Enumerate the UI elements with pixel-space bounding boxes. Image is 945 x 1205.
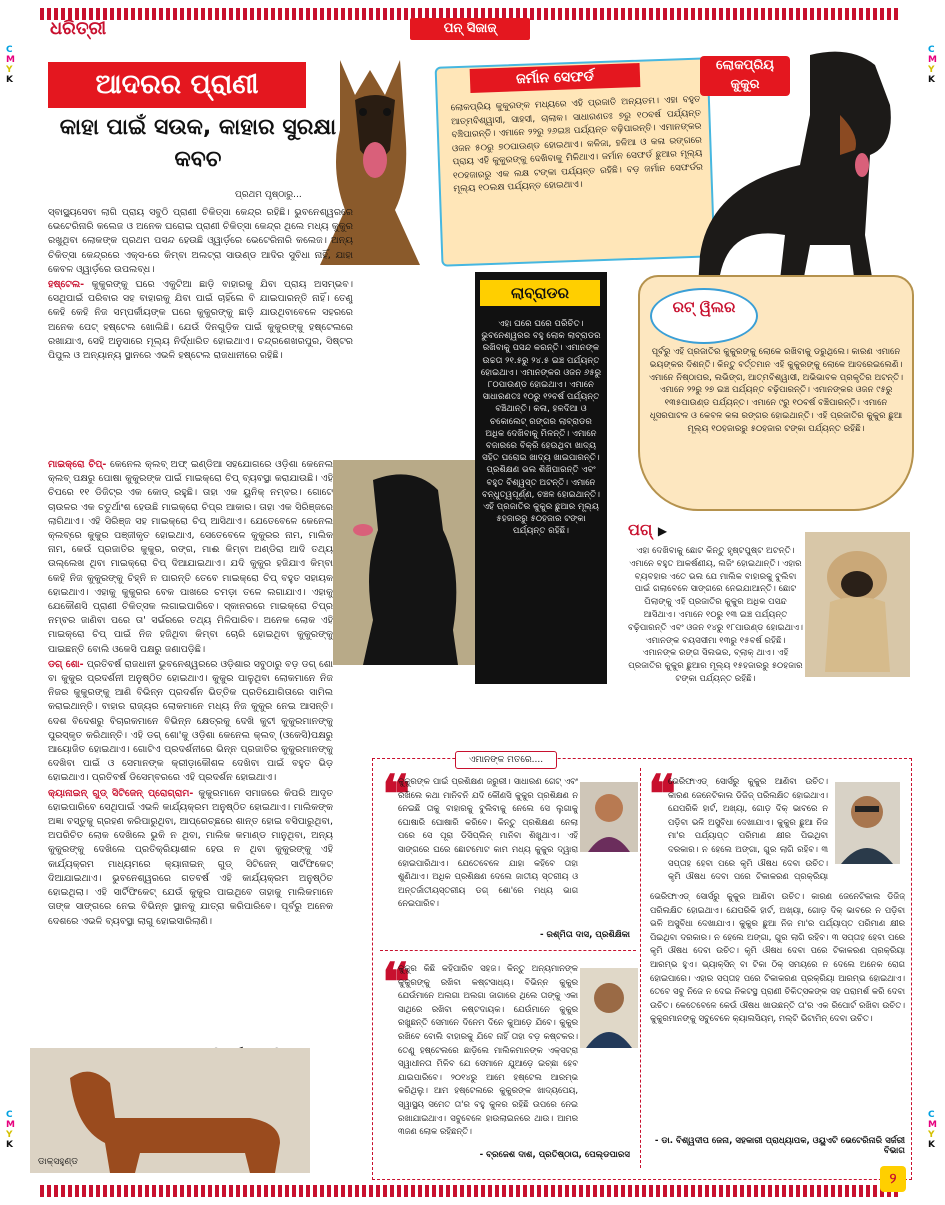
play-arrow-icon: ▶ <box>657 524 668 538</box>
opinions-horizontal-divider <box>380 950 636 951</box>
opinion-3-signature: - ଡା. ବିଶ୍ୱଦୀପ ଜେନା, ସହକାରୀ ପ୍ରାଧ୍ୟାପକ, ଓୟୁଏଟି ଭେଟେରିନାରି ସର୍ଜରୀ ବିଭାଗ <box>654 1136 905 1156</box>
labrador-text: ଏହା ଘରେ ଘରେ ପରିଚିତ। ଭୁବନେଶ୍ୱରର ବହୁ ଲୋକ ଲାବ୍ରାଡର ରଖିବାକୁ ପସନ୍ଦ କରନ୍ତି। ଏମାନଙ୍କ ଉଚ୍ଚତା ୨୧.୫ରୁ ୨୪.୫ ଇଞ୍ଚ ପର୍ଯ୍ୟନ୍ତ ହୋଇଥାଏ। ଏମାନଙ୍କର ଓଜନ ୬୫ରୁ ୮୦ପାଉଣ୍ଡ ହୋଇଥାଏ। ଏମାନେ ସାଧାରଣତଃ ୧୦ରୁ ୧୨ବର୍ଷ ପର୍ଯ୍ୟନ୍ତ ବଞ୍ଚିଥାନ୍ତି। କଳା, ହଳଦିଆ ଓ ଚକୋଲେଟ୍ ରଙ୍ଗର ଲାବ୍ରାଡର ଅଧିକ ଦେଖିବାକୁ ମିଳନ୍ତି। ଏମାନେ ବଜାରରେ ବିକ୍ରି ହେଉଥିବା ଖାଦ୍ୟ ସହିତ ଘରୋଇ ଖାଦ୍ୟ ଖାଇପାରନ୍ତି। ପ୍ରଶିକ୍ଷଣ ଭଲ ଶିଖିପାରନ୍ତି ଏବଂ ବହୁତ ବିଶ୍ୱସ୍ତ ଅଟନ୍ତି। ଏମାନେ ବନ୍ଧୁତ୍ୱପୂର୍ଣ୍ଣ, ଚଞ୍ଚଳ ହୋଇଥାନ୍ତି। ଏହି ପ୍ରଜାତିର କୁକୁର ଛୁଆର ମୂଲ୍ୟ ୫ହଜାରରୁ ୫୦ହଜାର ଟଙ୍କା ପର୍ଯ୍ୟନ୍ତ ରହିଛି। <box>480 319 602 537</box>
quote-mark-icon: ❝ <box>648 764 676 825</box>
microchip-heading: ମାଇକ୍ରୋ ଚିପ୍- <box>48 459 107 470</box>
bottom-color-stripe <box>40 1185 900 1197</box>
pug-text: ଏହା ଦେଖିବାକୁ ଛୋଟ କିନ୍ତୁ ହୃଷ୍ଟପୁଷ୍ଟ ଅଟନ୍ତି। ଏମାନେ ବହୁତ ଆକର୍ଷଣୀୟ, ଲଜିଂ ହୋଇଥାନ୍ତି। ଏହାର ବ୍ୟବହାର ଏତେ ଭଲ ଯେ ମାଲିକ ବାହାରକୁ ବୁଲିବା ପାଇଁ ଗଲାବେଳେ ସାଙ୍ଗରେ ନେଇଯାଆନ୍ତି। ଛୋଟ ପିଲାଙ୍କୁ ଏହି ପ୍ରଜାତିର କୁକୁର ଅଧିକ ପସନ୍ଦ ଆସିଥାଏ। ଏମାନେ ୧୦ରୁ ୧୩ ଇଞ୍ଚ ପର୍ଯ୍ୟନ୍ତ ବଢ଼ିପାରନ୍ତି ଏବଂ ଓଜନ ୧୪ରୁ ୧୮ପାଉଣ୍ଡ ହୋଇଥାଏ। ଏମାନଙ୍କ ବୟସସୀମା ୧୩ରୁ ୧୫ବର୍ଷ ରହିଛି। ଏମାନଙ୍କ ରଙ୍ଗ ସିଲଭର, ବ୍ଲାକ୍ ଥାଏ। ଏହି ପ୍ରଜାତିର କୁକୁର ଛୁଆର ମୂଲ୍ୟ ୧୫ହଜାରରୁ ୫୦ହଜାର ଟଙ୍କା ପର୍ଯ୍ୟନ୍ତ ରହିଛି। <box>628 546 803 684</box>
cmyk-marks-right-bottom: C M Y K <box>928 1110 937 1150</box>
canine-heading: କ୍ୟାନାଇନ୍ ଗୁଡ୍ ସିଟିଜେନ୍ ପ୍ରୋଗ୍ରାମ- <box>48 787 194 799</box>
pug-title: ପଗ୍ ▶ <box>628 520 668 539</box>
hostel-heading: ହଷ୍ଟେଲ- <box>48 279 85 291</box>
page-number: ୨ <box>880 1166 906 1192</box>
opinion-2-signature: - ବ୍ରଜେଶ ଦାଶ, ପ୍ରତିଷ୍ଠାତା, ପେଲ୍ଡପାରସ <box>479 1150 630 1160</box>
opinion-3-photo <box>835 782 900 864</box>
opinion-3-text: ଭେରିଫାଏଡ୍ ସୋର୍ସରୁ କୁକୁର ଆଣିବା ଉଚିତ। କାରଣ ଜେନେଟିକାଲ ଡିଜିଜ୍ ପରିଲକ୍ଷିତ ହୋଇଥାଏ। ଯେପରିକି ହାର୍ଟ, ଅଖ୍ୟା, ଗୋଡ଼ ଦିକ୍ ଭାବରେ ନ ପଡ଼ିବା ଭଳି ଅସୁବିଧା ଦେଖାଯାଏ। କୁକୁର ଛୁଆ ନିଜ ମା'ର ପର୍ଯ୍ୟାପ୍ତ ପରିମାଣ କ୍ଷୀର ପିଇଥିବା ଦରକାର। ନ ହେଲେ ଅଙ୍ଗା, ଗୁର ଲାଗି ରହିବ। ୩ ସପ୍ତାହ ହେବା ପରେ କୃମି ଔଷଧ ଦେବା ଉଚିତ। କୃମି ଔଷଧ ଦେବା ପରେ ଟିକାକରଣ ପ୍ରକ୍ରିୟା <box>668 776 828 882</box>
labrador-title: ଲାବ୍ରାଡର <box>480 280 600 306</box>
popular-dog-tag: ଲୋକପ୍ରିୟ କୁକୁର <box>700 56 790 96</box>
opinion-1-text: କୁକୁରଙ୍କ ପାଇଁ ପ୍ରଶିକ୍ଷଣ ଜରୁରୀ। ସାଧାରଣ ଗେଟ୍ ଏବଂ ରଖିଲେ କଥା ମାନିବନି ଯଦି କୌଣସି କୁକୁର ପ୍ରଶିକ୍ଷଣ ନ ନେଇଛି ତାକୁ ବାହାରକୁ ବୁଲିବାକୁ ନେଲେ ସେ ଲୁଗାକୁ ଘୋଷାରି ଘୋଷାରି କରିବେ। କିନ୍ତୁ ପ୍ରଶିକ୍ଷଣ ନେଲା ପରେ ସେ ପୂରା ଡିସିପ୍ଲିନ୍ ମାନିବା ଶିଖୁଥାଏ। ଏହି ସାଙ୍ଗରେ ଘରେ ଛୋଟମୋଟ କାମ ମଧ୍ୟ କୁକୁର ଦ୍ୱାରା ହୋଇପାରିଥାଏ। ଯେତେବେଳେ ଯାହା କହିବେ ତାହା ଶୁଣିଥାଏ। ଅଧିକ ପ୍ରଶିକ୍ଷଣ ଦେଲେ ଜାତୀୟ ସ୍ତରୀୟ ଓ ଅନ୍ତର୍ଜାତୀୟସ୍ତରୀୟ ଡଗ୍ ଶୋ'ରେ ମଧ୍ୟ ଭାଗ ନେଇପାରିବ। <box>398 776 578 909</box>
headline: ଆଦରର ପ୍ରାଣୀ <box>48 62 306 108</box>
masthead-brand: ଧରିତ୍ରୀ <box>50 18 107 39</box>
continued-label: ପ୍ରଥମ ପୃଷ୍ଠାରୁ... <box>235 190 302 200</box>
subheadline: କାହା ପାଇଁ ସଉକ, କାହାର ସୁରକ୍ଷା କବଚ <box>59 115 337 172</box>
dachshund-caption: ଡାକ୍ସହୁଣ୍ଡ <box>38 1157 78 1167</box>
microchip-text: କେନେଲ କ୍ଲବ୍ ଅଫ୍ ଇଣ୍ଡିଆ ସହଯୋଗରେ ଓଡ଼ିଶା କେନେଲ କ୍ଲବ୍ ପକ୍ଷରୁ ପୋଷା କୁକୁରଙ୍କ ପାଇଁ ମାଇକ୍ରୋ ଚିପ୍ ବ୍ୟବସ୍ଥା କରାଯାଉଛି। ଏହି ଚିପରେ ୧୧ ଡିଜିଟ୍ର ଏକ କୋଡ୍ ରହୁଛି। ତାହା ଏକ ୟୁନିକ୍ ନମ୍ବର। ଗୋଟେ ଚାଉଳର ଏକ ଚତୁର୍ଥାଂଶ ହେଉଛି ମାଇକ୍ରୋ ଚିପ୍ର ଆକାର। ତାହା ଏକ ସିରିଞ୍ଜରେ ଲାଗିଥାଏ। ଏହି ସିରିଞ୍ଜ ସହ ମାଇକ୍ରୋ ଚିପ୍ ଆସିଥାଏ। ଯେତେବେଳେ କେନେଲ କ୍ଲବ୍ରେ କୁକୁର ପଞ୍ଜୀକୃତ ହୋଇଥାଏ, ସେତେବେଳେ କୁକୁରର ନାମ, ମାଲିକ ନାମ, କେଉଁ ପ୍ରଜାତିର କୁକୁର, ରଙ୍ଗ, ମାଈ କିମ୍ବା ଅଣ୍ଡିରା ଆଦି ତଥ୍ୟ ଉଲ୍ଲେଖ ଥିବା ମାଇକ୍ରୋ ଚିପ୍ ଦିଆଯାଇଥାଏ। ଯଦି କୁକୁର ହଜିଯାଏ କିମ୍ବା କେହି ନିଜ କୁକୁରଙ୍କୁ ଚିହ୍ନି ନ ପାରନ୍ତି ତେବେ ମାଇକ୍ରୋ ଚିପ୍ ବହୁତ ସହାୟକ ହୋଇଥାଏ। ଏହାକୁ କୁକୁରର ବେକ ପାଖରେ ଚମଡ଼ା ତଳେ ଲଗାଯାଏ। ଏହାକୁ ଯେକୌଣସି ପ୍ରାଣୀ ଚିକିତ୍ସକ ଲଗାଇପାରିବେ। ସ୍କାନରରେ ମାଇକ୍ରୋ ଚିପ୍ର ନମ୍ବର ଜାଣିବା ପରେ ତା' ସର୍ଭରରେ ତଥ୍ୟ ମିଳିପାରିବ। ଅନେକ ଲୋକ ଏହି ମାଇକ୍ରୋ ଚିପ୍ ପାଇଁ ନିଜ ହଜିଥିବା କିମ୍ବା ଚୋରି ହୋଇଥିବା କୁକୁରଙ୍କୁ ପାଇଛନ୍ତି ବୋଲି ଓକେସି ପକ୍ଷରୁ ଜଣାପଡ଼ିଛି। <box>48 459 333 655</box>
cmyk-marks-left: C M Y K <box>6 45 15 85</box>
pug-photo <box>805 532 910 677</box>
rottweiler-title: ରଟ୍ ୱିଲର <box>650 288 758 344</box>
opinion-2-photo <box>580 968 638 1048</box>
opinion-3-text-cont: ଭେରିଫାଏଡ୍ ସୋର୍ସରୁ କୁକୁର ଆଣିବା ଉଚିତ। କାରଣ ଜେନେଟିକାଲ ଡିଜିଜ୍ ପରିଲକ୍ଷିତ ହୋଇଥାଏ। ଯେପରିକି ହାର୍ଟ, ଅଖ୍ୟା, ଗୋଡ଼ ଦିକ୍ ଭାବରେ ନ ପଡ଼ିବା ଭଳି ଅସୁବିଧା ଦେଖାଯାଏ। କୁକୁର ଛୁଆ ନିଜ ମା'ର ପର୍ଯ୍ୟାପ୍ତ ପରିମାଣ କ୍ଷୀର ପିଇଥିବା ଦରକାର। ନ ହେଲେ ଅଙ୍ଗା, ଗୁର ଲାଗି ରହିବ। ୩ ସପ୍ତାହ ହେବା ପରେ କୃମି ଔଷଧ ଦେବା ଉଚିତ। କୃମି ଔଷଧ ଦେବା ପରେ ଟିକାକରଣ ପ୍ରକ୍ରିୟା ଆରମ୍ଭ ହୁଏ। ଭ୍ୟାକ୍ସିନ୍ ବା ଟିକା ଠିକ୍ ସମୟରେ ନ ଦେଲେ ଅନେକ ରୋଗ ହୋଇପାରେ। ଏହାର ସପ୍ତାହ ପରେ ଟିକାକରଣ ପ୍ରକ୍ରିୟା ଆରମ୍ଭ ହୋଇଥାଏ। ତେବେ ସବୁ ନିଜେ ନ ଦେଇ ନିକଟସ୍ଥ ପ୍ରାଣୀ ଚିକିତ୍ସକଙ୍କ ସହ ପରାମର୍ଶ କରି ଦେବା ଉଚିତ। କେତେବେଳେ କେଉଁ ଔଷଧ ଖାଉଛନ୍ତି ତା'ର ଏକ ରିପୋର୍ଟ ରଖିବା ଉଚିତ। କୁକୁରମାନଙ୍କୁ ସବୁବେଳେ କ୍ୟାଲସିୟମ୍, ମଲ୍ଟି ଭିଟାମିନ୍ ଦେବା ଉଚିତ। <box>650 891 905 1024</box>
quote-mark-icon: ❝ <box>382 764 410 825</box>
rottweiler-text: ପୂର୍ବରୁ ଏହି ପ୍ରଜାତିର କୁକୁରଙ୍କୁ ଲୋକେ ରଖିବାକୁ ଡରୁଥିଲେ। କାରଣ ଏମାନେ ଭୟଙ୍କର ଦିଶନ୍ତି। କିନ୍ତୁ ବର୍ତ୍ତମାନ ଏହି କୁକୁରଙ୍କୁ ଲୋକେ ଆଦରେଇଲେଣି। ଏମାନେ ନିଷ୍ଠାପର, ଲଭିଙ୍ଗ, ଆତ୍ମବିଶ୍ୱାସୀ, ଅଭିଭାବକ ପ୍ରକୃତିର ଅଟନ୍ତି। ଏମାନେ ୨୨ରୁ ୨୭ ଇଞ୍ଚ ପର୍ଯ୍ୟନ୍ତ ବଢ଼ିପାରନ୍ତି। ଏମାନଙ୍କର ଓଜନ ୯୫ରୁ ୧୩୫ପାଉଣ୍ଡ ପର୍ଯ୍ୟନ୍ତ। ଏମାନେ ୯ରୁ ୧୦ବର୍ଷ ବଞ୍ଚିପାରନ୍ତି। ଏମାନେ ଧୂସରପାଟଳ ଓ କେବଳ କଳା ରଙ୍ଗର ହୋଇଥାନ୍ତି। ଏହି ପ୍ରଜାତିର କୁକୁର ଛୁଆ ମୂଲ୍ୟ ୧୦ହଜାରରୁ ୫୦ହଜାର ଟଙ୍କା ପର୍ଯ୍ୟନ୍ତ ରହିଛି। <box>648 347 904 434</box>
section-tag: ପନ୍ ସିଜାଜ୍ <box>410 18 530 40</box>
opinion-1-signature: - ରଶ୍ମିତା ଦାସ, ପ୍ରଶିକ୍ଷିକା <box>539 930 630 940</box>
opinions-label: ଏମାନଙ୍କ ମତରେ.... <box>455 751 557 769</box>
quote-mark-icon: ❝ <box>382 952 410 1013</box>
dogshow-text: ପ୍ରତିବର୍ଷ ରାଜଧାନୀ ଭୁବନେଶ୍ୱରରେ ଓଡ଼ିଶାର ସବୁଠାରୁ ବଡ଼ ଡଗ୍ ଶୋ ବା କୁକୁର ପ୍ରଦର୍ଶନୀ ଅନୁଷ୍ଠିତ ହୋଇଥାଏ। କୁକୁର ପାଳୁଥିବା ଲୋକମାନେ ନିଜ ନିଜର କୁକୁରଙ୍କୁ ଆଣି ବିଭିନ୍ନ ପ୍ରଦର୍ଶନ ଭିତ୍ତିକ ପ୍ରତିଯୋଗିତାରେ ସାମିଲ କରାଇଥାନ୍ତି। ବାହାର ରାଜ୍ୟର ଲୋକମାନେ ମଧ୍ୟ ନିଜ କୁକୁର ନେଇ ଆସନ୍ତି। ଦେଶ ବିଦେଶରୁ ବିଚାରକମାନେ ବିଭିନ୍ନ କ୍ଷେତ୍ରକୁ ଦେଖି କୁଟୀ କୁକୁରମାନଙ୍କୁ ପୁରସ୍କୃତ କରିଥାନ୍ତି। ଏହି ଡଗ୍ ଶୋ'କୁ ଓଡ଼ିଶା କେନେଲ କ୍ଲବ୍ (ଓକେସି)ପକ୍ଷରୁ ଆୟୋଜିତ ହୋଇଥାଏ। ଗୋଟିଏ ପ୍ରଦର୍ଶନୀରେ ଭିନ୍ନ ପ୍ରଜାତିର କୁକୁରମାନଙ୍କୁ ଦେଖିବା ପାଇଁ ଓ ସେମାନଙ୍କ କ୍ରୀଡ଼ାକୌଶଳ ଦେଖିବା ପାଇଁ ବହୁତ ଭିଡ଼ ହୋଇଥାଏ। ପ୍ରତିବର୍ଷ ଡିସେମ୍ବରରେ ଏହି ପ୍ରଦର୍ଶନ ହୋଇଥାଏ। <box>48 658 333 784</box>
german-shepherd-title: ଜର୍ମାନ ସେଫର୍ଡ <box>470 63 641 93</box>
opinion-2-text: କୁକୁର କିଛି କହିପାରିବ ସହଜ। କିନ୍ତୁ ଅନ୍ୟମାନଙ୍କ କୁକୁରଙ୍କୁ ରଖିବା କଷ୍ଟସାଧ୍ୟ। ବିଭିନ୍ନ କୁକୁର ଯେଉଁମାନେ ଅଲଗା ଅଲଗା ଜାଗାରେ ଥିଲେ ତାଙ୍କୁ ଏକା ସାଥିରେ ରଖିବା କଷ୍ଟଦାୟକ। ଯେଉଁମାନେ କୁକୁର ରଖୁଛନ୍ତି ସେମାନେ ଦିନେମ ଦିନେ କୁଆଡ଼େ ଯିବେ। କୁକୁର ରଖିବେ ବୋଲି ବାହାରକୁ ଯିବେ ନାହିଁ ତାହା ବଡ଼ କଷ୍ଟକର। ତେଣୁ ହଷ୍ଟେଲରେ ଛାଡ଼ିଲେ ମାଲିକମାନଙ୍କ ଏକ୍ସଟ୍ରା ସ୍ୱାଧୀନତା ମିଳିବ ଯେ ସେମାନେ ଯୁଆଡ଼େ ଇଚ୍ଛା ହେବ ଯାଇପାରିବେ। ୨୦୧୪ରୁ ଆମେ ହଷ୍ଟେଲ ଆରମ୍ଭ କରିଥିଲୁ। ଆମ ହଷ୍ଟେଲରେ କୁକୁରଙ୍କ ଖାଦ୍ୟପେୟ, ସ୍ୱାସ୍ଥ୍ୟ ସମେତ ତା'ର ବହୁ କୁଳର ରହିଛି ଉପରେ ନେଇ ରଖାଯାଇଥାଏ। ସବୁବେଳେ ହାଉଲାଇନରେ ଥାଉ। ଆମର ୩ଜଣ ଲୋକ ରହିଛନ୍ତି। <box>398 963 578 1137</box>
dachshund-photo <box>30 1048 310 1173</box>
labrador-photo <box>333 460 488 665</box>
main-story-col2 <box>48 458 333 1048</box>
canine-text: କୁକୁରମାନେ ସମାଜରେ କିପରି ଆଦୃତ ହୋଇପାରିବେ ସେଥିପାଇଁ ଏଭଳି କାର୍ଯ୍ୟକ୍ରମ ଅନୁଷ୍ଠିତ ହୋଇଥାଏ। ମାଲିକଙ୍କ ଅଜ୍ଞା ବସ୍ତୁକୁ ଗ୍ରହଣ କରିପାରୁଥିବା, ଆପ୍ରେଚ୍ଛରେ ଶାନ୍ତ ହୋଇ ବସିପାରୁଥିବା, ଅପରିଚିତ ଲୋକ ଦେଖିଲେ ଭୁକି ନ ଥିବା, ମାଲିକ କମାଣ୍ଡ ମାନୁଥିବା, ଅନ୍ୟ କୁକୁରଙ୍କୁ ଦେଖିଲେ ପ୍ରତିକ୍ରିୟାଶୀଳ ହେଉ ନ ଥିବା କୁକୁରଙ୍କୁ ଏହି କାର୍ଯ୍ୟକ୍ରମ ମାଧ୍ୟମରେ କ୍ୟାନାଇନ୍ ଗୁଡ୍ ସିଟିଜେନ୍ ସାର୍ଟିଫିକେଟ୍ ଦିଆଯାଇଥାଏ। ଭୁବନେଶ୍ୱରରେ ଗତବର୍ଷ ଏହି କାର୍ଯ୍ୟକ୍ରମ ଅନୁଷ୍ଠିତ ହୋଇଥିଲା। ଏହି ସାର୍ଟିଫିକେଟ୍ ଯେଉଁ କୁକୁର ପାଇଥିବେ ତାହାକୁ ମାଲିକମାନେ ତାଙ୍କ ସାଙ୍ଗରେ ନେଇ ବିଭିନ୍ନ ସ୍ଥାନକୁ ଯାତ୍ରା କରିପାରିବେ। ପୂର୍ବରୁ ଅନେକ ଦେଶରେ ଏଭଳି ବ୍ୟବସ୍ଥା ଲାଗୁ ହୋଇସାରିଲାଣି। <box>48 787 333 927</box>
german-shepherd-text: ଲୋକପ୍ରିୟ କୁକୁରଙ୍କ ମଧ୍ୟରେ ଏହି ପ୍ରଜାତି ଅନ୍ୟତମ। ଏହା ବହୁତ ଆତ୍ମବିଶ୍ୱାସୀ, ସାହସୀ, ଚାଲାକ। ସାଧାରଣତଃ ୭ରୁ ୧୦ବର୍ଷ ପର୍ଯ୍ୟନ୍ତ ବଞ୍ଚିପାରନ୍ତି। ଏମାନେ ୨୨ରୁ ୨୬ଇଞ୍ଚ ପର୍ଯ୍ୟନ୍ତ ବଢ଼ିପାରନ୍ତି। ଏମାନଙ୍କର ଓଜନ ୫୦ରୁ ୭୦ପାଉଣ୍ଡ ହୋଇଥାଏ। କଳିଜା, ହଳିଆ ଓ କଳା ରଙ୍ଗରେ ପ୍ରାୟ ଏହି କୁକୁରଙ୍କୁ ଦେଖିବାକୁ ମିଳିଥାଏ। ଜର୍ମାନ ସେଫର୍ଡ ଛୁଆର ମୂଲ୍ୟ ୧୦ହଜାରରୁ ଏକ ଲକ୍ଷ ଟଙ୍କା ପର୍ଯ୍ୟନ୍ତ ରହିଛି। ବଡ଼ ଜର୍ମାନ ସେଫର୍ଡର ମୂଲ୍ୟ ୧୦ଲକ୍ଷ ପର୍ଯ୍ୟନ୍ତ ହୋଇଥାଏ। <box>450 94 704 195</box>
opinions-vertical-divider <box>640 768 641 1168</box>
story-intro: ସ୍ବାସ୍ଥ୍ୟସେବା ଲାଗି ପ୍ରାୟ ସବୁଠି ପ୍ରାଣୀ ଚିକିତ୍ସା କେନ୍ଦ୍ର ରହିଛି। ଭୁବନେଶ୍ୱରରେ ଭେଟେରିନାରି କଲେଜ ଓ ଅନେକ ଘରୋଇ ପ୍ରାଣୀ ଚିକିତ୍ସା କେନ୍ଦ୍ର ଥିଲେ ମଧ୍ୟ କୁକୁର ରଖୁଥିବା ଲୋକଙ୍କ ପ୍ରଥମ ପସନ୍ଦ ହେଉଛି ଓ୍ୱାର୍ଡ଼ରେ ଭେଟେରିନାରି କଲେଜ। ଅନ୍ୟ ଚିକିତ୍ସା କେନ୍ଦ୍ରରେ ଏକ୍ସ-ରେ କିମ୍ବା ଅଲଟ୍ରା ସାଉଣ୍ଡ ଆଦିର ସୁବିଧା ନାହିଁ, ଯାହା କେବଳ ଓ୍ୱାର୍ଡ଼ରେ ଉପଲବ୍ଧ। <box>48 207 353 275</box>
cmyk-marks-left-bottom: C M Y K <box>6 1110 15 1150</box>
opinion-1-photo <box>580 782 638 852</box>
dogshow-heading: ଡଗ୍ ଶୋ- <box>48 658 84 670</box>
hostel-text: କୁକୁରଙ୍କୁ ଘରେ ଏକୁଟିଆ ଛାଡ଼ି ବାହାରକୁ ଯିବା ପ୍ରାୟ ଅସମ୍ଭବ। ସେଥିପାଇଁ ପରିବାର ସହ ବାହାରକୁ ଯିବା ପାଇଁ ଚାହିଁଲେ ବି ଯାଇପାରନ୍ତି ନାହିଁ। ତେଣୁ କେହି କେହି ନିଜ ସମ୍ପର୍କୀୟଙ୍କ ଘରେ କୁକୁରଙ୍କୁ ଛାଡ଼ି ଯାଉଥିବାବେଳେ ସହରରେ ଅନେକ ପେଟ୍ ହଷ୍ଟେଲ ଖୋଲିଛି। ଯେଉଁ ଦିନଗୁଡ଼ିକ ପାଇଁ କୁକୁରଙ୍କୁ ହଷ୍ଟେଲରେ ରଖାଯାଏ, ସେହି ଅନୁସାରେ ମୂଲ୍ୟ ନିର୍ଦ୍ଧାରିତ ହୋଇଥାଏ। ଚନ୍ଦ୍ରଶେଖରପୁର, ସିଷ୍ଟର ପିପୁଲ ଓ ଅନ୍ୟାନ୍ୟ ସ୍ଥାନରେ ଏଭଳି ହଷ୍ଟେଲ ରାଜଧାନୀରେ ରହିଛି। <box>48 279 353 362</box>
cmyk-marks-right: C M Y K <box>928 45 937 85</box>
